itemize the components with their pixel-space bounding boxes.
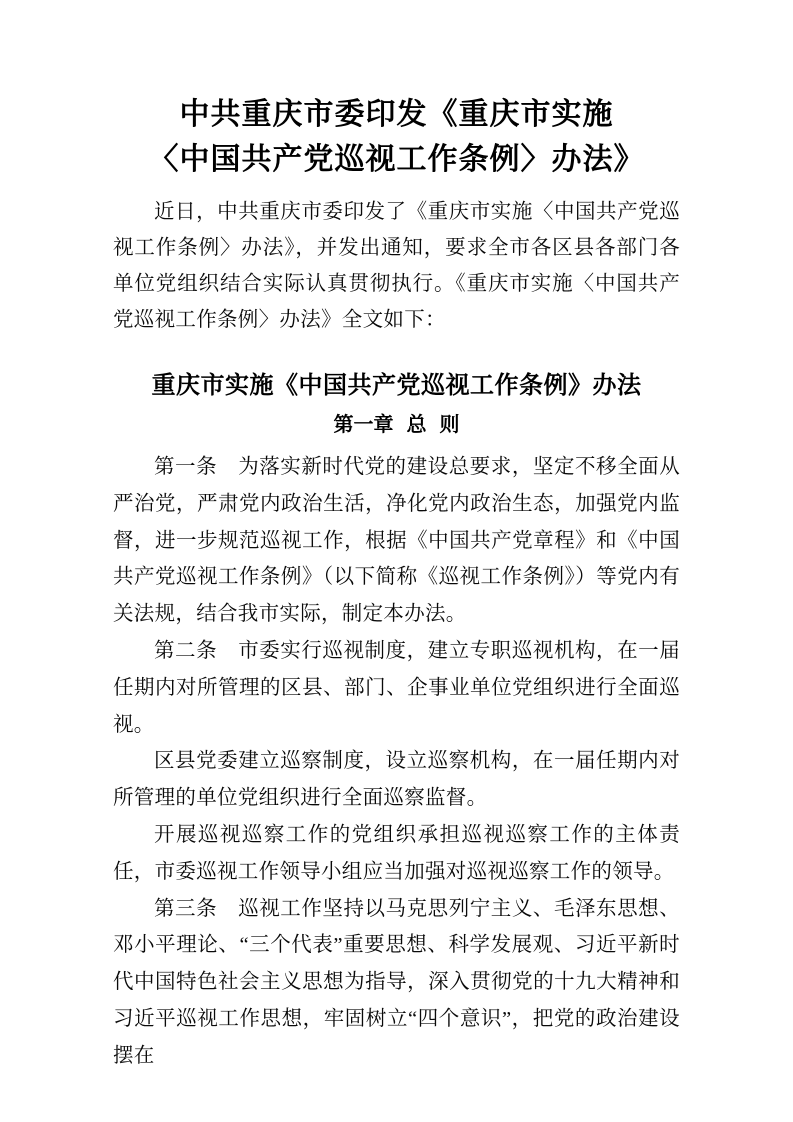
intro-paragraph: 近日，中共重庆市委印发了《重庆市实施〈中国共产党巡视工作条例〉办法》，并发出通知，要求全市各区县各部门各单位党组织结合实际认真贯彻执行。《重庆市实施〈中国共产党巡视工作条例〉办法》全文如下： — [113, 201, 680, 331]
document-title — [113, 92, 680, 182]
body-paragraph-article-2-responsibility: 开展巡视巡察工作的党组织承担巡视巡察工作的主体责任，市委巡视工作领导小组应当加强对巡视巡察工作的领导。 — [113, 823, 680, 883]
body-paragraph-article-2-continued: 区县党委建立巡察制度，设立巡察机构，在一届任期内对所管理的单位党组织进行全面巡察监督。 — [113, 750, 680, 810]
chapter-heading: 第一章 总 则 — [333, 414, 460, 436]
document-title-line-1: 中共重庆市委印发《重庆市实施 — [179, 98, 614, 131]
body-paragraph-article-3: 第三条 巡视工作坚持以马克思列宁主义、毛泽东思想、邓小平理论、“三个代表”重要思想、科学发展观、习近平新时代中国特色社会主义思想为指导，深入贯彻党的十九大精神和习近平巡视工作思想，牢固树立“四个意识”，把党的政治建设摆在 — [113, 897, 680, 1067]
document-title-line-2: 〈中国共产党巡视工作条例〉办法》 — [148, 143, 645, 176]
regulation-title: 重庆市实施《中国共产党巡视工作条例》办法 — [151, 373, 642, 399]
body-paragraph-article-1: 第一条 为落实新时代党的建设总要求，坚定不移全面从严治党，严肃党内政治生活，净化党内政治生态，加强党内监督，进一步规范巡视工作，根据《中国共产党章程》和《中国共产党巡视工作条例》（以下简称《巡视工作条例》）等党内有关法规，结合我市实际，制定本办法。 — [113, 456, 680, 626]
body-paragraph-article-2: 第二条 市委实行巡视制度，建立专职巡视机构，在一届任期内对所管理的区县、部门、企事业单位党组织进行全面巡视。 — [113, 639, 680, 736]
